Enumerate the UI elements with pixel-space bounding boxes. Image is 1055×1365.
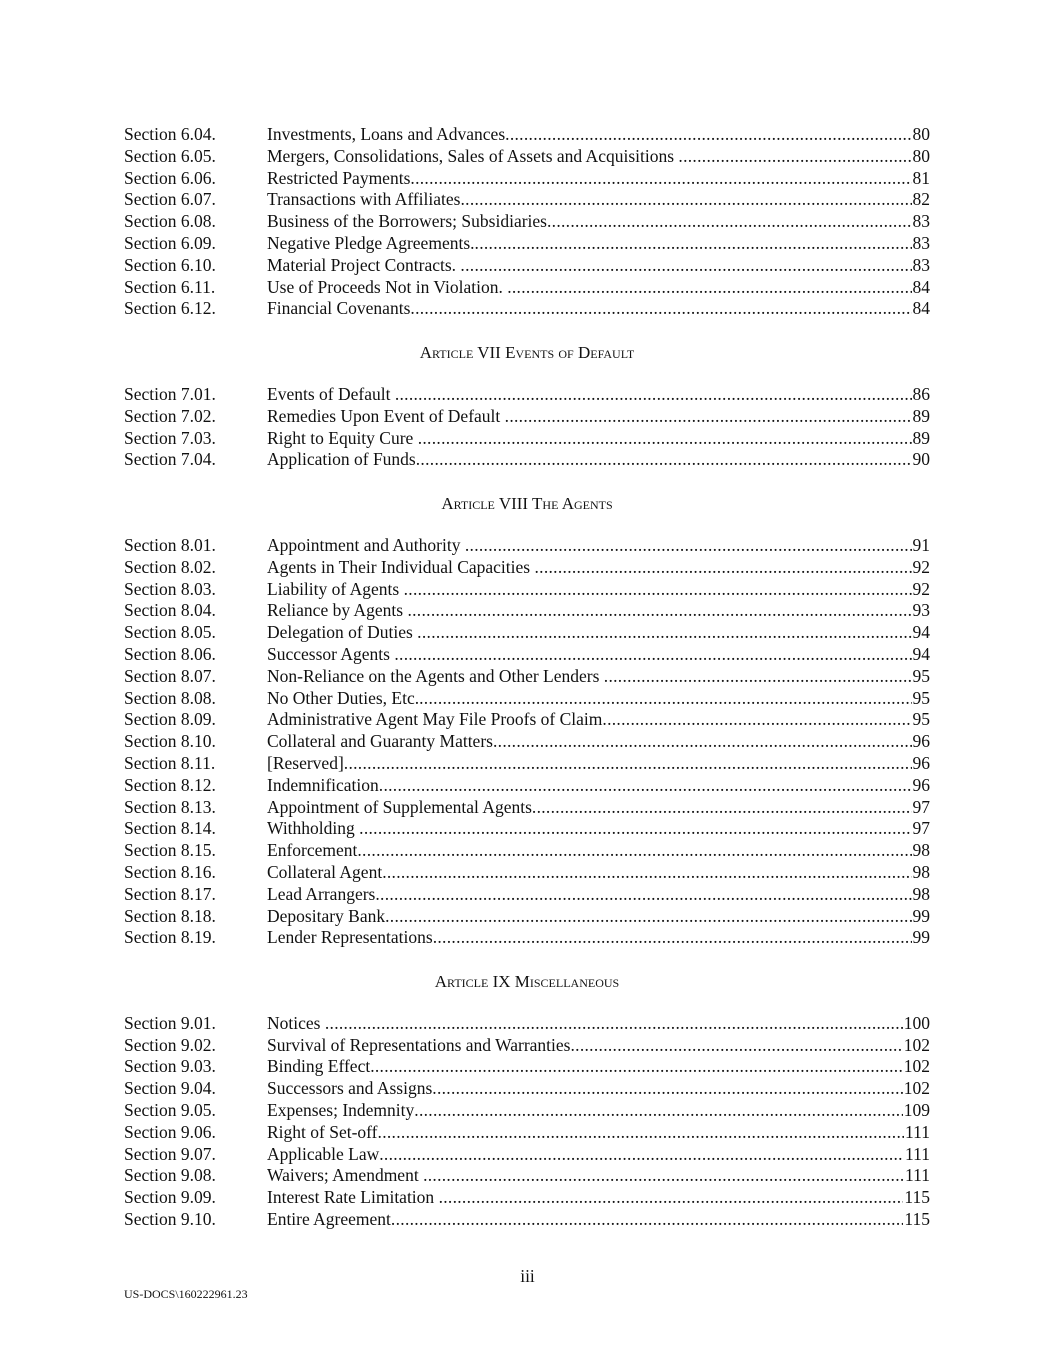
section-title bbox=[267, 709, 912, 731]
dot-leader bbox=[433, 927, 912, 947]
page-reference: 94 bbox=[912, 622, 930, 643]
toc-entry bbox=[124, 600, 930, 622]
section-number: Section 7.01. bbox=[124, 383, 216, 404]
dot-leader bbox=[325, 1013, 903, 1033]
section-number: Section 8.02. bbox=[124, 556, 216, 577]
section-title-text: Interest Rate Limitation bbox=[267, 1187, 439, 1208]
section-number: Section 9.06. bbox=[124, 1121, 216, 1142]
toc-entry bbox=[124, 753, 930, 775]
dot-leader bbox=[475, 233, 912, 253]
toc-entry bbox=[124, 384, 930, 406]
page-reference: 98 bbox=[912, 883, 930, 904]
toc-entry bbox=[124, 189, 930, 211]
page-reference: 96 bbox=[912, 774, 930, 795]
dot-leader bbox=[423, 1165, 904, 1185]
article-heading: Article VII Events of Default bbox=[419, 343, 635, 363]
section-title bbox=[267, 753, 912, 775]
page-reference: 91 bbox=[912, 534, 930, 555]
section-title bbox=[267, 233, 912, 255]
page-reference: 95 bbox=[912, 665, 930, 686]
page-reference: 94 bbox=[912, 643, 930, 664]
section-number: Section 8.01. bbox=[124, 534, 216, 555]
section-number: Section 6.06. bbox=[124, 167, 216, 188]
section-title bbox=[267, 255, 912, 277]
section-title-text: Appointment of Supplemental Agents bbox=[267, 796, 532, 817]
section-number: Section 8.15. bbox=[124, 840, 216, 861]
section-title-text: Collateral and Guaranty Matters bbox=[267, 731, 493, 752]
dot-leader bbox=[404, 579, 912, 599]
toc-entry bbox=[124, 557, 930, 579]
section-title-text: Right to Equity Cure bbox=[267, 427, 418, 448]
section-number: Section 6.05. bbox=[124, 145, 216, 166]
page-reference: 115 bbox=[904, 1209, 930, 1230]
section-title-text: Collateral Agent bbox=[267, 861, 383, 882]
section-number: Section 6.12. bbox=[124, 298, 216, 319]
page-reference: 115 bbox=[904, 1187, 930, 1208]
toc-entry bbox=[124, 797, 930, 819]
toc-entry bbox=[124, 146, 930, 168]
page-reference: 100 bbox=[903, 1012, 930, 1033]
toc-entry bbox=[124, 1144, 930, 1166]
section-number: Section 9.07. bbox=[124, 1143, 216, 1164]
page-reference: 99 bbox=[912, 905, 930, 926]
toc-entry bbox=[124, 644, 930, 666]
toc-entry bbox=[124, 709, 930, 731]
toc-entry bbox=[124, 731, 930, 753]
page-reference: 89 bbox=[912, 405, 930, 426]
section-number: Section 6.10. bbox=[124, 254, 216, 275]
dot-leader bbox=[357, 840, 911, 860]
toc-entry bbox=[124, 535, 930, 557]
page-reference: 80 bbox=[912, 124, 930, 144]
page-reference: 83 bbox=[912, 211, 930, 232]
page-reference: 109 bbox=[903, 1100, 930, 1121]
section-title-text: Remedies Upon Event of Default bbox=[267, 405, 505, 426]
page-reference: 98 bbox=[912, 861, 930, 882]
page-reference: 89 bbox=[912, 427, 930, 448]
section-number: Section 8.03. bbox=[124, 578, 216, 599]
section-number: Section 8.04. bbox=[124, 600, 216, 621]
page-reference: 84 bbox=[912, 276, 930, 297]
section-title bbox=[267, 927, 912, 949]
dot-leader bbox=[410, 168, 911, 188]
section-number: Section 8.13. bbox=[124, 796, 216, 817]
section-title-text: Depositary Bank bbox=[267, 905, 386, 926]
section-title-text: Non-Reliance on the Agents and Other Lenders bbox=[267, 665, 604, 686]
section-title bbox=[267, 298, 912, 320]
table-of-contents bbox=[124, 124, 930, 1231]
section-title-text: Negative Pledge Agreements. bbox=[267, 232, 475, 253]
section-title-text: Use of Proceeds Not in Violation. bbox=[267, 276, 508, 297]
section-number: Section 6.08. bbox=[124, 211, 216, 232]
section-title-text: Enforcement bbox=[267, 840, 358, 861]
dot-leader bbox=[416, 449, 912, 469]
dot-leader bbox=[505, 406, 912, 426]
section-title-text: Indemnification bbox=[267, 774, 379, 795]
section-title-text: Events of Default bbox=[267, 383, 395, 404]
toc-entry bbox=[124, 1035, 930, 1057]
page-reference: 95 bbox=[912, 709, 930, 730]
dot-leader bbox=[379, 775, 912, 795]
section-number: Section 8.12. bbox=[124, 774, 216, 795]
section-title-text: Investments, Loans and Advances bbox=[267, 124, 506, 144]
dot-leader bbox=[604, 666, 912, 686]
section-title bbox=[267, 428, 912, 450]
page-reference: 93 bbox=[912, 600, 930, 621]
dot-leader bbox=[547, 211, 912, 231]
section-title-text: Successor Agents bbox=[267, 643, 395, 664]
toc-entry bbox=[124, 1187, 930, 1209]
section-number: Section 8.18. bbox=[124, 905, 216, 926]
section-title-text: Delegation of Duties bbox=[267, 622, 418, 643]
section-title bbox=[267, 797, 912, 819]
page-reference: 96 bbox=[912, 752, 930, 773]
section-number: Section 7.02. bbox=[124, 405, 216, 426]
section-title-text: Successors and Assigns bbox=[267, 1078, 433, 1099]
section-number: Section 8.17. bbox=[124, 883, 216, 904]
dot-leader bbox=[570, 1035, 902, 1055]
section-title bbox=[267, 666, 912, 688]
section-number: Section 6.11. bbox=[124, 276, 216, 297]
toc-entry bbox=[124, 840, 930, 862]
section-title-text: No Other Duties, Etc. bbox=[267, 687, 420, 708]
section-title-text: Restricted Payments bbox=[267, 167, 411, 188]
dot-leader bbox=[418, 428, 912, 448]
section-number: Section 8.08. bbox=[124, 687, 216, 708]
page-reference: 92 bbox=[912, 556, 930, 577]
toc-entry bbox=[124, 1100, 930, 1122]
dot-leader bbox=[460, 255, 911, 275]
dot-leader bbox=[382, 862, 911, 882]
section-title-text: Lead Arrangers bbox=[267, 883, 376, 904]
toc-entry bbox=[124, 906, 930, 928]
dot-leader bbox=[407, 600, 911, 620]
toc-entry bbox=[124, 168, 930, 190]
section-number: Section 8.16. bbox=[124, 861, 216, 882]
toc-entry bbox=[124, 124, 930, 146]
dot-leader bbox=[395, 384, 912, 404]
section-title-text: Waivers; Amendment bbox=[267, 1165, 424, 1186]
section-title-text: Notices bbox=[267, 1012, 325, 1033]
page-number: iii bbox=[520, 1266, 535, 1286]
page-reference: 96 bbox=[912, 731, 930, 752]
section-title-text: Expenses; Indemnity bbox=[267, 1100, 415, 1121]
toc-entry bbox=[124, 1056, 930, 1078]
dot-leader bbox=[507, 277, 911, 297]
section-title-text: Business of the Borrowers; Subsidiaries bbox=[267, 211, 547, 232]
article-heading: Article VIII The Agents bbox=[441, 494, 613, 514]
toc-entry bbox=[124, 775, 930, 797]
section-title bbox=[267, 535, 912, 557]
toc-entry bbox=[124, 233, 930, 255]
section-title-text: Administrative Agent May File Proofs of Claim bbox=[267, 709, 603, 730]
section-title bbox=[267, 1209, 903, 1231]
section-number: Section 8.11. bbox=[124, 752, 216, 773]
article-heading: Article IX Miscellaneous bbox=[434, 972, 620, 992]
section-title-text: Right of Set-off bbox=[267, 1121, 378, 1142]
section-title-text: Binding Effect bbox=[267, 1056, 371, 1077]
page-reference: 111 bbox=[905, 1165, 930, 1186]
section-title-text: Liability of Agents bbox=[267, 578, 404, 599]
section-title-text: Withholding bbox=[267, 818, 360, 839]
section-title bbox=[267, 557, 912, 579]
section-title-text: Transactions with Affiliates bbox=[267, 189, 461, 210]
page-reference: 111 bbox=[905, 1121, 930, 1142]
toc-entry bbox=[124, 428, 930, 450]
page-reference: 84 bbox=[912, 298, 930, 319]
section-title-text: Financial Covenants bbox=[267, 298, 411, 319]
section-number: Section 8.19. bbox=[124, 927, 216, 948]
dot-leader bbox=[385, 906, 911, 926]
section-number: Section 8.06. bbox=[124, 643, 216, 664]
section-number: Section 7.04. bbox=[124, 449, 216, 470]
section-number: Section 8.14. bbox=[124, 818, 216, 839]
dot-leader bbox=[439, 1187, 904, 1207]
section-title bbox=[267, 688, 912, 710]
page-reference: 80 bbox=[912, 145, 930, 166]
section-title bbox=[267, 189, 912, 211]
page-reference: 81 bbox=[912, 167, 930, 188]
toc-entry bbox=[124, 927, 930, 949]
page-reference: 83 bbox=[912, 254, 930, 275]
section-title bbox=[267, 840, 912, 862]
section-title bbox=[267, 277, 912, 299]
page-reference: 97 bbox=[912, 796, 930, 817]
section-title bbox=[267, 818, 912, 840]
section-number: Section 8.09. bbox=[124, 709, 216, 730]
section-number: Section 9.08. bbox=[124, 1165, 216, 1186]
section-title bbox=[267, 168, 912, 190]
section-number: Section 9.03. bbox=[124, 1056, 216, 1077]
toc-entry bbox=[124, 277, 930, 299]
toc-entry bbox=[124, 1122, 930, 1144]
dot-leader bbox=[465, 535, 912, 555]
section-title bbox=[267, 884, 912, 906]
toc-entry bbox=[124, 406, 930, 428]
dot-leader bbox=[414, 1100, 902, 1120]
page-reference: 102 bbox=[903, 1078, 930, 1099]
page-reference: 99 bbox=[912, 927, 930, 948]
section-title bbox=[267, 124, 912, 146]
section-number: Section 8.10. bbox=[124, 731, 216, 752]
section-title bbox=[267, 1100, 903, 1122]
toc-entry bbox=[124, 211, 930, 233]
section-title bbox=[267, 579, 912, 601]
section-number: Section 7.03. bbox=[124, 427, 216, 448]
section-number: Section 8.07. bbox=[124, 665, 216, 686]
section-number: Section 6.04. bbox=[124, 124, 216, 144]
dot-leader bbox=[391, 1209, 903, 1229]
page-reference: 82 bbox=[912, 189, 930, 210]
toc-entry bbox=[124, 666, 930, 688]
section-title bbox=[267, 1078, 903, 1100]
section-title-text: Entire Agreement bbox=[267, 1209, 391, 1230]
toc-entry bbox=[124, 579, 930, 601]
section-title bbox=[267, 731, 912, 753]
section-title bbox=[267, 600, 912, 622]
dot-leader bbox=[460, 189, 911, 209]
section-title-text: Lender Representations bbox=[267, 927, 433, 948]
dot-leader bbox=[359, 818, 911, 838]
dot-leader bbox=[532, 797, 912, 817]
section-title-text: Material Project Contracts. bbox=[267, 254, 461, 275]
toc-entry bbox=[124, 862, 930, 884]
dot-leader bbox=[375, 884, 911, 904]
section-number: Section 9.01. bbox=[124, 1012, 216, 1033]
section-number: Section 8.05. bbox=[124, 622, 216, 643]
section-title bbox=[267, 1122, 904, 1144]
section-title bbox=[267, 211, 912, 233]
section-title-text: Reliance by Agents bbox=[267, 600, 408, 621]
toc-entry bbox=[124, 1013, 930, 1035]
section-number: Section 9.04. bbox=[124, 1078, 216, 1099]
page-reference: 92 bbox=[912, 578, 930, 599]
section-title bbox=[267, 406, 912, 428]
dot-leader bbox=[493, 731, 912, 751]
dot-leader bbox=[419, 688, 911, 708]
toc-entry bbox=[124, 622, 930, 644]
document-id-footer: US-DOCS\160222961.23 bbox=[124, 1287, 248, 1301]
section-number: Section 9.10. bbox=[124, 1209, 216, 1230]
page-reference: 98 bbox=[912, 840, 930, 861]
section-title bbox=[267, 622, 912, 644]
page-reference: 102 bbox=[903, 1034, 930, 1055]
section-title bbox=[267, 146, 912, 168]
section-title bbox=[267, 644, 912, 666]
section-title bbox=[267, 1035, 903, 1057]
section-number: Section 6.09. bbox=[124, 232, 216, 253]
page-reference: 111 bbox=[905, 1143, 930, 1164]
dot-leader bbox=[394, 644, 911, 664]
dot-leader bbox=[370, 1056, 903, 1076]
page-reference: 86 bbox=[912, 383, 930, 404]
section-number: Section 9.09. bbox=[124, 1187, 216, 1208]
dot-leader bbox=[432, 1078, 902, 1098]
section-title bbox=[267, 1165, 904, 1187]
dot-leader bbox=[417, 622, 911, 642]
section-title bbox=[267, 384, 912, 406]
toc-entry bbox=[124, 255, 930, 277]
section-title bbox=[267, 1144, 904, 1166]
toc-entry bbox=[124, 688, 930, 710]
dot-leader bbox=[678, 146, 911, 166]
toc-entry bbox=[124, 1165, 930, 1187]
section-title-text: Application of Funds bbox=[267, 449, 416, 470]
dot-leader bbox=[344, 753, 912, 773]
section-title bbox=[267, 1187, 903, 1209]
page-reference: 90 bbox=[912, 449, 930, 470]
toc-entry bbox=[124, 1078, 930, 1100]
section-title bbox=[267, 862, 912, 884]
section-number: Section 9.05. bbox=[124, 1100, 216, 1121]
section-title-text: Mergers, Consolidations, Sales of Assets and Acquisitions bbox=[267, 145, 679, 166]
section-number: Section 9.02. bbox=[124, 1034, 216, 1055]
section-number: Section 6.07. bbox=[124, 189, 216, 210]
dot-leader bbox=[505, 124, 911, 144]
page-reference: 97 bbox=[912, 818, 930, 839]
toc-entry bbox=[124, 1209, 930, 1231]
dot-leader bbox=[410, 298, 911, 318]
dot-leader bbox=[602, 709, 911, 729]
dot-leader bbox=[379, 1144, 904, 1164]
dot-leader bbox=[378, 1122, 905, 1142]
page-reference: 83 bbox=[912, 232, 930, 253]
toc-entry bbox=[124, 818, 930, 840]
section-title bbox=[267, 775, 912, 797]
section-title bbox=[267, 449, 912, 471]
toc-entry bbox=[124, 298, 930, 320]
toc-entry bbox=[124, 884, 930, 906]
section-title-text: Applicable Law bbox=[267, 1143, 380, 1164]
page-reference: 95 bbox=[912, 687, 930, 708]
dot-leader bbox=[534, 557, 911, 577]
page-reference: 102 bbox=[903, 1056, 930, 1077]
section-title-text: Survival of Representations and Warranties bbox=[267, 1034, 571, 1055]
section-title-text: Appointment and Authority bbox=[267, 534, 465, 555]
section-title bbox=[267, 1056, 903, 1078]
section-title bbox=[267, 1013, 903, 1035]
toc-entry bbox=[124, 449, 930, 471]
section-title-text: Agents in Their Individual Capacities bbox=[267, 556, 535, 577]
section-title-text: [Reserved] bbox=[267, 752, 344, 773]
section-title bbox=[267, 906, 912, 928]
